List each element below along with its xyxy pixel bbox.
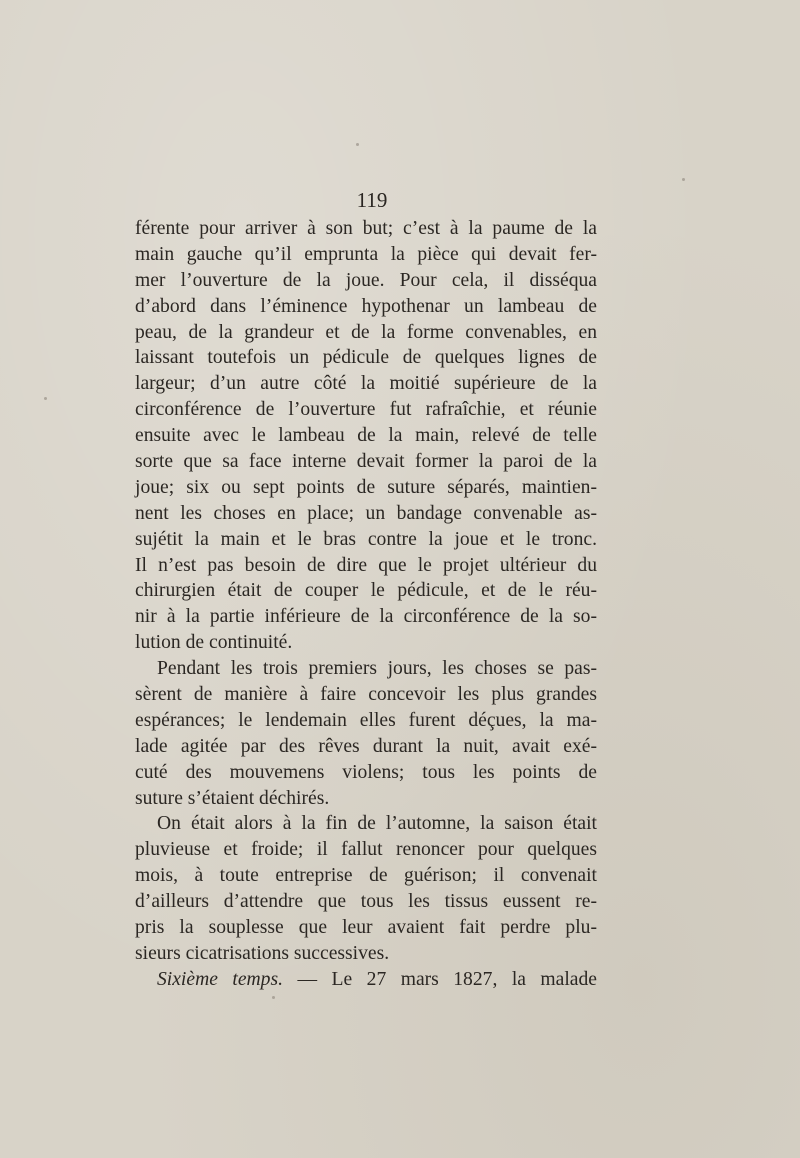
text-line: lution de continuité. (135, 632, 293, 654)
text-line: sujétit la main et le bras contre la joue et le tronc. (135, 528, 597, 550)
text-line: nent les choses en place; un bandage convenable as- (135, 502, 597, 524)
section-heading-line (135, 967, 597, 993)
body-text (135, 216, 597, 993)
text-line: ensuite avec le lambeau de la main, relevé de telle (135, 425, 597, 447)
text-line: d’ailleurs d’attendre que tous les tissus eussent re- (135, 891, 597, 913)
text-line: chirurgien était de couper le pédicule, et de le réu- (135, 580, 597, 602)
text-line: sieurs cicatrisations successives. (135, 942, 390, 964)
text-line: pluvieuse et froide; il fallut renoncer pour quelques (135, 839, 597, 861)
text-line: sorte que sa face interne devait former la paroi de la (135, 451, 597, 473)
section-heading: Sixième temps. (157, 968, 283, 990)
text-line: largeur; d’un autre côté la moitié supérieure de la (135, 373, 597, 395)
text-line: férente pour arriver à son but; c’est à la paume de la (135, 218, 597, 239)
text-line: peau, de la grandeur et de la forme convenables, en (135, 321, 597, 343)
text-line: suture s’étaient déchirés. (135, 787, 330, 809)
text-line: mois, à toute entreprise de guérison; il convenait (135, 865, 597, 887)
text-line: joue; six ou sept points de suture séparés, maintien- (135, 476, 597, 498)
text-line: circonférence de l’ouverture fut rafraîchie, et réunie (135, 399, 597, 421)
paper-speck (272, 996, 275, 999)
text-line: espérances; le lendemain elles furent déçues, la ma- (135, 709, 597, 731)
paper-speck (682, 178, 685, 181)
text-line: pris la souplesse que leur avaient fait perdre plu- (135, 917, 597, 939)
text-line: Pendant les trois premiers jours, les choses se pas- (157, 658, 597, 680)
text-line: cuté des mouvemens violens; tous les points de (135, 761, 597, 783)
text-line: main gauche qu’il emprunta la pièce qui devait fer- (135, 243, 597, 265)
page-number: 119 (356, 188, 388, 212)
text-line: laissant toutefois un pédicule de quelques lignes de (135, 347, 597, 369)
text-line: nir à la partie inférieure de la circonférence de la so- (135, 606, 597, 628)
text-line: mer l’ouverture de la joue. Pour cela, il disséqua (135, 269, 597, 291)
text-line: lade agitée par des rêves durant la nuit, avait exé- (135, 735, 597, 757)
text-line: Il n’est pas besoin de dire que le projet ultérieur du (135, 554, 597, 576)
section-text: — Le 27 mars 1827, la malade (283, 968, 597, 990)
text-line: d’abord dans l’éminence hypothenar un lambeau de (135, 295, 597, 317)
text-line: sèrent de manière à faire concevoir les plus grandes (135, 684, 597, 706)
text-line: On était alors à la fin de l’automne, la saison était (157, 813, 597, 835)
paper-speck (356, 143, 359, 146)
paper-speck (44, 397, 47, 400)
